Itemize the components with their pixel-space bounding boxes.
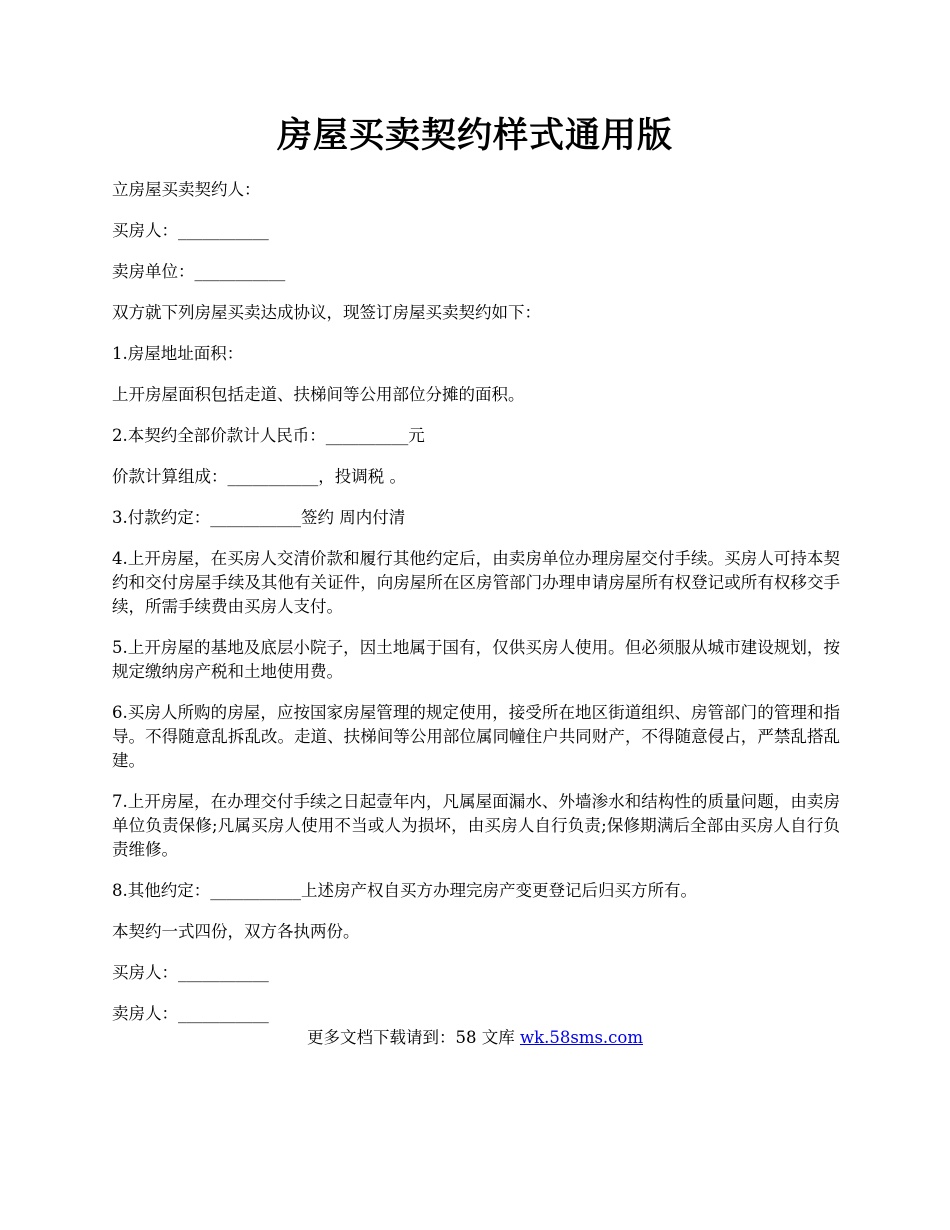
document-title: 房屋买卖契约样式通用版 [276, 115, 673, 156]
footer-link[interactable]: wk.58sms.com [519, 1028, 643, 1047]
signature-buyer: 买房人：___________ [112, 963, 269, 982]
paragraph-seller-unit: 卖房单位：___________ [112, 262, 286, 281]
clause-3-payment: 3.付款约定：___________签约 周内付清 [112, 508, 406, 527]
clause-4-handover: 4.上开房屋，在买房人交清价款和履行其他约定后，由卖房单位办理房屋交付手续。买房人可持本契约和交付房屋手续及其他有关证件，向房屋所在区房管部门办理申请房屋所有权登记或所有权移交手续，所需手续费由买房人支付。 [112, 549, 840, 616]
paragraph-agreement: 双方就下列房屋买卖达成协议，现签订房屋买卖契约如下： [112, 303, 541, 322]
paragraph-copies: 本契约一式四份，双方各执两份。 [112, 922, 360, 941]
signature-seller: 卖房人：___________ [112, 1004, 269, 1023]
clause-5-land-use: 5.上开房屋的基地及底层小院子，因土地属于国有，仅供买房人使用。但必须服从城市建设规划，按规定缴纳房产税和土地使用费。 [112, 638, 840, 681]
footer-text: 更多文档下载请到：58 文库 [306, 1028, 520, 1047]
clause-2-total-price: 2.本契约全部价款计人民币：__________元 [112, 426, 425, 445]
paragraph-price-composition: 价款计算组成：___________，投调税 。 [112, 467, 406, 486]
clause-7-warranty: 7.上开房屋，在办理交付手续之日起壹年内，凡属屋面漏水、外墙渗水和结构性的质量问题，由卖房单位负责保修;凡属买房人使用不当或人为损坏，由买房人自行负责;保修期满后全部由买房人自行负责维修。 [112, 792, 840, 859]
clause-1-address-area: 1.房屋地址面积： [112, 344, 244, 363]
paragraph-buyer: 买房人：___________ [112, 221, 269, 240]
paragraph-parties-intro: 立房屋买卖契约人： [112, 180, 261, 199]
clause-8-other: 8.其他约定：___________上述房产权自买方办理完房产变更登记后归买方所有。 [112, 881, 697, 900]
clause-6-usage-rules: 6.买房人所购的房屋，应按国家房屋管理的规定使用，接受所在地区街道组织、房管部门的管理和指导。不得随意乱拆乱改。走道、扶梯间等公用部位属同幢住户共同财产，不得随意侵占，严禁乱搭乱建。 [112, 703, 840, 770]
contract-body [112, 178, 840, 1043]
paragraph-area-note: 上开房屋面积包括走道、扶梯间等公用部位分摊的面积。 [112, 385, 525, 404]
footer [0, 1026, 950, 1050]
